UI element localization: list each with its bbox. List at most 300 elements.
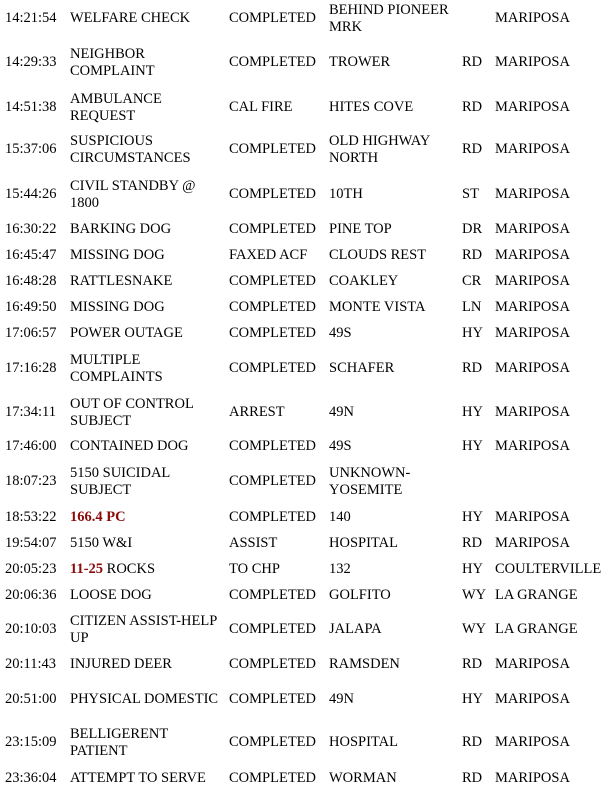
- log-nature-label: CITIZEN ASSIST-HELP UP: [70, 612, 217, 646]
- log-city-text: MARIPOSA: [495, 273, 570, 290]
- log-row: [0, 392, 614, 434]
- log-street-suffix-text: RD: [462, 54, 483, 71]
- log-status-text: COMPLETED: [229, 770, 316, 787]
- log-street: [329, 461, 459, 503]
- log-status: [229, 218, 327, 242]
- log-city: [495, 558, 614, 582]
- log-city-text: MARIPOSA: [495, 691, 570, 708]
- log-city: [495, 392, 614, 434]
- log-city: [495, 584, 614, 608]
- log-status-text: COMPLETED: [229, 691, 316, 708]
- log-time: [5, 175, 67, 215]
- log-nature-label: CONTAINED DOG: [70, 438, 189, 455]
- log-time: [5, 723, 67, 763]
- log-street-suffix: [462, 392, 492, 434]
- log-row: [0, 270, 614, 294]
- log-city: [495, 296, 614, 320]
- log-nature-label: INJURED DEER: [70, 656, 172, 673]
- log-street-suffix: [462, 175, 492, 215]
- log-time-text: 20:51:00: [5, 691, 57, 708]
- log-row: [0, 322, 614, 346]
- log-time-text: 17:06:57: [5, 325, 57, 342]
- log-nature-text: [70, 438, 188, 456]
- log-city-text: MARIPOSA: [495, 360, 570, 377]
- log-time: [5, 558, 67, 582]
- log-city-text: MARIPOSA: [495, 325, 570, 342]
- log-street-suffix: [462, 610, 492, 650]
- log-street-text: 10TH: [329, 186, 363, 203]
- log-time: [5, 532, 67, 556]
- log-time: [5, 244, 67, 268]
- log-status: [229, 507, 327, 529]
- log-nature-label: AMBULANCE REQUEST: [70, 90, 162, 124]
- log-status: [229, 532, 327, 556]
- log-nature: [70, 766, 225, 792]
- log-status: [229, 270, 327, 294]
- log-nature-text: [70, 352, 225, 387]
- log-city-text: MARIPOSA: [495, 734, 570, 751]
- log-street-suffix-text: RD: [462, 770, 483, 787]
- log-row: [0, 584, 614, 608]
- log-row: [0, 436, 614, 458]
- log-street-text: 140: [329, 509, 351, 526]
- log-street-suffix-text: RD: [462, 656, 483, 673]
- log-time-text: 16:49:50: [5, 299, 57, 316]
- log-nature: [70, 43, 225, 83]
- log-status: [229, 584, 327, 608]
- log-nature: [70, 0, 225, 38]
- log-street-text: 49S: [329, 325, 352, 342]
- log-status-text: COMPLETED: [229, 325, 316, 342]
- log-time-text: 23:15:09: [5, 734, 57, 751]
- log-time-text: 20:11:43: [5, 656, 57, 673]
- log-status: [229, 610, 327, 650]
- log-city-text: MARIPOSA: [495, 99, 570, 116]
- log-street-suffix-text: HY: [462, 404, 483, 421]
- log-street: [329, 680, 459, 720]
- log-nature-text: [70, 91, 225, 126]
- log-row: [0, 90, 614, 126]
- log-city: [495, 766, 614, 792]
- log-street-suffix: [462, 270, 492, 294]
- log-street-text: RAMSDEN: [329, 656, 400, 673]
- log-street-suffix: [462, 0, 492, 38]
- log-status-text: TO CHP: [229, 561, 280, 578]
- log-status-text: COMPLETED: [229, 221, 316, 238]
- log-street-suffix-text: RD: [462, 360, 483, 377]
- log-nature: [70, 270, 225, 294]
- log-street-text: 49N: [329, 691, 354, 708]
- log-nature-text: [70, 299, 165, 317]
- log-nature-text: [70, 10, 190, 28]
- log-nature-label: MULTIPLE COMPLAINTS: [70, 351, 163, 385]
- log-nature-label: OUT OF CONTROL SUBJECT: [70, 395, 194, 429]
- log-nature: [70, 584, 225, 608]
- log-nature: [70, 322, 225, 346]
- log-street-suffix: [462, 43, 492, 83]
- log-street: [329, 558, 459, 582]
- log-street: [329, 348, 459, 390]
- log-city: [495, 436, 614, 458]
- log-street: [329, 723, 459, 763]
- log-nature-label: CIVIL STANDBY @ 1800: [70, 177, 196, 211]
- log-city-text: LA GRANGE: [495, 587, 578, 604]
- log-time-text: 20:10:03: [5, 621, 57, 638]
- log-row: [0, 532, 614, 556]
- log-street-suffix-text: HY: [462, 438, 483, 455]
- log-city-text: COULTERVILLE: [495, 561, 602, 578]
- log-status-text: COMPLETED: [229, 273, 316, 290]
- log-street: [329, 436, 459, 458]
- log-nature-text: [70, 509, 126, 527]
- log-nature-text: [70, 273, 172, 291]
- log-nature-label: SUSPICIOUS CIRCUMSTANCES: [70, 132, 191, 166]
- log-time-text: 18:53:22: [5, 509, 57, 526]
- log-street-suffix-text: RD: [462, 99, 483, 116]
- log-status-text: COMPLETED: [229, 54, 316, 71]
- log-nature-label: LOOSE DOG: [70, 587, 152, 604]
- log-street-text: MONTE VISTA: [329, 299, 426, 316]
- log-nature-label: RATTLESNAKE: [70, 273, 173, 290]
- log-nature-text: [70, 656, 172, 674]
- log-street-suffix-text: WY: [462, 587, 487, 604]
- log-time-text: 16:30:22: [5, 221, 57, 238]
- log-nature-label: BARKING DOG: [70, 221, 172, 238]
- log-row: [0, 653, 614, 677]
- log-street-suffix-text: RD: [462, 535, 483, 552]
- log-nature-text: [70, 396, 225, 431]
- log-nature-text: [70, 325, 183, 343]
- log-street-suffix: [462, 461, 492, 503]
- log-street-suffix: [462, 723, 492, 763]
- log-status: [229, 322, 327, 346]
- log-city-text: MARIPOSA: [495, 438, 570, 455]
- log-city-text: MARIPOSA: [495, 221, 570, 238]
- log-status: [229, 766, 327, 792]
- log-nature: [70, 244, 225, 268]
- log-code-highlight: 11-25: [70, 561, 104, 578]
- log-nature-label: POWER OUTAGE: [70, 325, 183, 342]
- log-street-suffix: [462, 322, 492, 346]
- log-street-suffix: [462, 218, 492, 242]
- log-time-text: 17:16:28: [5, 360, 57, 377]
- log-time: [5, 680, 67, 720]
- log-nature-text: [70, 726, 225, 761]
- log-nature-label: WELFARE CHECK: [70, 10, 191, 27]
- log-row: [0, 43, 614, 83]
- log-street-suffix: [462, 90, 492, 126]
- log-row: [0, 296, 614, 320]
- log-street-text: OLD HIGHWAY NORTH: [329, 132, 430, 166]
- log-city: [495, 461, 614, 503]
- log-city-text: MARIPOSA: [495, 509, 570, 526]
- log-nature-text: [70, 613, 225, 648]
- log-street-suffix: [462, 127, 492, 173]
- log-street-suffix-text: HY: [462, 325, 483, 342]
- log-status-text: COMPLETED: [229, 10, 316, 27]
- log-nature: [70, 90, 225, 126]
- log-status-text: COMPLETED: [229, 360, 316, 377]
- log-time-text: 17:46:00: [5, 438, 57, 455]
- log-street: [329, 610, 459, 650]
- log-nature: [70, 532, 225, 556]
- log-nature-label: ATTEMPT TO SERVE: [70, 770, 206, 787]
- log-nature-label: NEIGHBOR COMPLAINT: [70, 45, 155, 79]
- log-city-text: MARIPOSA: [495, 10, 570, 27]
- log-time: [5, 436, 67, 458]
- log-time-text: 17:34:11: [5, 404, 57, 421]
- log-street: [329, 175, 459, 215]
- log-city: [495, 43, 614, 83]
- log-status-text: COMPLETED: [229, 186, 316, 203]
- log-street-text: HITES COVE: [329, 99, 414, 116]
- log-row: [0, 507, 614, 529]
- log-street-suffix: [462, 766, 492, 792]
- log-status: [229, 723, 327, 763]
- log-street-suffix: [462, 680, 492, 720]
- log-nature-text: [70, 587, 152, 605]
- log-street-text: JALAPA: [329, 621, 382, 638]
- log-nature-text: [70, 247, 165, 265]
- log-time-text: 15:37:06: [5, 141, 57, 158]
- log-time: [5, 296, 67, 320]
- log-street: [329, 653, 459, 677]
- log-status: [229, 436, 327, 458]
- log-street-suffix: [462, 507, 492, 529]
- log-nature: [70, 296, 225, 320]
- log-street-text: TROWER: [329, 54, 391, 71]
- log-nature: [70, 127, 225, 173]
- log-nature-label: ROCKS: [106, 561, 156, 578]
- log-nature: [70, 507, 225, 529]
- log-row: [0, 558, 614, 582]
- log-street: [329, 296, 459, 320]
- log-street-text: PINE TOP: [329, 221, 392, 238]
- log-street-text: GOLFITO: [329, 587, 391, 604]
- log-city-text: MARIPOSA: [495, 299, 570, 316]
- log-city: [495, 680, 614, 720]
- log-street: [329, 507, 459, 529]
- log-street-text: WORMAN: [329, 770, 397, 787]
- log-nature-text: [70, 133, 225, 168]
- log-nature-text: [70, 178, 225, 213]
- log-city: [495, 653, 614, 677]
- log-status: [229, 392, 327, 434]
- log-street-text: HOSPITAL: [329, 734, 398, 751]
- log-nature-text: [70, 465, 225, 500]
- log-status-text: COMPLETED: [229, 734, 316, 751]
- log-nature: [70, 653, 225, 677]
- log-nature-text: [70, 46, 225, 81]
- log-city: [495, 507, 614, 529]
- log-status: [229, 296, 327, 320]
- log-time: [5, 653, 67, 677]
- log-time: [5, 766, 67, 792]
- log-nature-text: [70, 221, 171, 239]
- log-time: [5, 0, 67, 38]
- log-status: [229, 461, 327, 503]
- log-row: [0, 348, 614, 390]
- log-status-text: COMPLETED: [229, 438, 316, 455]
- log-city-text: MARIPOSA: [495, 247, 570, 264]
- log-street-suffix: [462, 296, 492, 320]
- log-street-text: 132: [329, 561, 351, 578]
- log-nature: [70, 175, 225, 215]
- log-city: [495, 90, 614, 126]
- log-nature-text: [70, 535, 132, 553]
- log-time: [5, 322, 67, 346]
- log-street: [329, 127, 459, 173]
- log-status: [229, 175, 327, 215]
- log-city: [495, 175, 614, 215]
- log-street-suffix: [462, 584, 492, 608]
- log-street-suffix-text: HY: [462, 561, 483, 578]
- log-city: [495, 127, 614, 173]
- log-city: [495, 348, 614, 390]
- log-street-text: HOSPITAL: [329, 535, 398, 552]
- log-street-text: 49N: [329, 404, 354, 421]
- log-status: [229, 127, 327, 173]
- log-time: [5, 270, 67, 294]
- log-street: [329, 244, 459, 268]
- log-street-suffix: [462, 244, 492, 268]
- log-status-text: ASSIST: [229, 535, 278, 552]
- log-street-suffix-text: RD: [462, 247, 483, 264]
- log-code-highlight: 166.4 PC: [70, 509, 126, 526]
- log-status: [229, 680, 327, 720]
- log-nature: [70, 610, 225, 650]
- log-row: [0, 127, 614, 173]
- log-street: [329, 392, 459, 434]
- log-street-text: UNKNOWN-YOSEMITE: [329, 464, 411, 498]
- log-row: [0, 175, 614, 215]
- log-time-text: 19:54:07: [5, 535, 57, 552]
- log-time: [5, 461, 67, 503]
- log-time: [5, 127, 67, 173]
- log-street-suffix: [462, 436, 492, 458]
- log-street-suffix-text: RD: [462, 734, 483, 751]
- log-city: [495, 723, 614, 763]
- log-city-text: MARIPOSA: [495, 656, 570, 673]
- log-street: [329, 532, 459, 556]
- log-street-suffix: [462, 532, 492, 556]
- log-nature: [70, 218, 225, 242]
- log-street-suffix-text: WY: [462, 621, 487, 638]
- log-row: [0, 244, 614, 268]
- log-street-suffix: [462, 558, 492, 582]
- log-city: [495, 270, 614, 294]
- log-street-text: SCHAFER: [329, 360, 395, 377]
- log-nature-label: 5150 W&I: [70, 535, 133, 552]
- log-nature-label: PHYSICAL DOMESTIC: [70, 691, 219, 708]
- log-nature-label: MISSING DOG: [70, 247, 165, 264]
- log-street: [329, 43, 459, 83]
- log-street: [329, 90, 459, 126]
- log-row: [0, 461, 614, 503]
- log-street-suffix-text: CR: [462, 273, 482, 290]
- log-street-suffix-text: HY: [462, 691, 483, 708]
- log-street-suffix-text: ST: [462, 186, 479, 203]
- log-city: [495, 532, 614, 556]
- log-row: [0, 610, 614, 650]
- log-street: [329, 322, 459, 346]
- log-time-text: 16:48:28: [5, 273, 57, 290]
- log-time: [5, 392, 67, 434]
- log-nature: [70, 348, 225, 390]
- log-street: [329, 584, 459, 608]
- log-city-text: LA GRANGE: [495, 621, 578, 638]
- log-street-suffix: [462, 348, 492, 390]
- log-nature: [70, 723, 225, 763]
- log-city-text: MARIPOSA: [495, 186, 570, 203]
- log-nature: [70, 461, 225, 503]
- log-status-text: CAL FIRE: [229, 99, 293, 116]
- log-street-suffix-text: HY: [462, 509, 483, 526]
- log-status: [229, 653, 327, 677]
- log-nature: [70, 392, 225, 434]
- log-street-text: COAKLEY: [329, 273, 399, 290]
- log-city-text: MARIPOSA: [495, 141, 570, 158]
- log-city-text: MARIPOSA: [495, 535, 570, 552]
- log-nature-label: MISSING DOG: [70, 299, 165, 316]
- log-nature: [70, 558, 225, 582]
- log-time-text: 16:45:47: [5, 247, 57, 264]
- log-status-text: COMPLETED: [229, 509, 316, 526]
- log-city: [495, 0, 614, 38]
- log-status: [229, 348, 327, 390]
- log-street: [329, 218, 459, 242]
- log-time: [5, 218, 67, 242]
- log-city: [495, 322, 614, 346]
- log-row: [0, 680, 614, 720]
- log-city: [495, 244, 614, 268]
- log-city: [495, 610, 614, 650]
- log-status-text: ARREST: [229, 404, 285, 421]
- log-status: [229, 558, 327, 582]
- log-time: [5, 90, 67, 126]
- log-city-text: MARIPOSA: [495, 770, 570, 787]
- log-nature-label: 5150 SUICIDAL SUBJECT: [70, 464, 170, 498]
- log-status-text: COMPLETED: [229, 299, 316, 316]
- log-street-suffix: [462, 653, 492, 677]
- log-time: [5, 348, 67, 390]
- log-time: [5, 610, 67, 650]
- log-nature-text: [70, 770, 206, 788]
- log-time: [5, 43, 67, 83]
- log-nature: [70, 436, 225, 458]
- log-row: [0, 766, 614, 792]
- log-status-text: COMPLETED: [229, 587, 316, 604]
- log-street-text: 49S: [329, 438, 352, 455]
- log-street-text: BEHIND PIONEER MRK: [329, 1, 449, 35]
- log-nature-text: [70, 691, 218, 709]
- log-status: [229, 43, 327, 83]
- log-time-text: 18:07:23: [5, 473, 57, 490]
- log-nature-text: [70, 561, 155, 579]
- log-status: [229, 0, 327, 38]
- log-nature: [70, 680, 225, 720]
- log-status: [229, 244, 327, 268]
- log-row: [0, 0, 614, 38]
- log-row: [0, 218, 614, 242]
- log-street: [329, 270, 459, 294]
- log-street-text: CLOUDS REST: [329, 247, 427, 264]
- log-city-text: MARIPOSA: [495, 54, 570, 71]
- log-status-text: COMPLETED: [229, 473, 316, 490]
- log-status-text: COMPLETED: [229, 656, 316, 673]
- log-street-suffix-text: LN: [462, 299, 482, 316]
- log-status: [229, 90, 327, 126]
